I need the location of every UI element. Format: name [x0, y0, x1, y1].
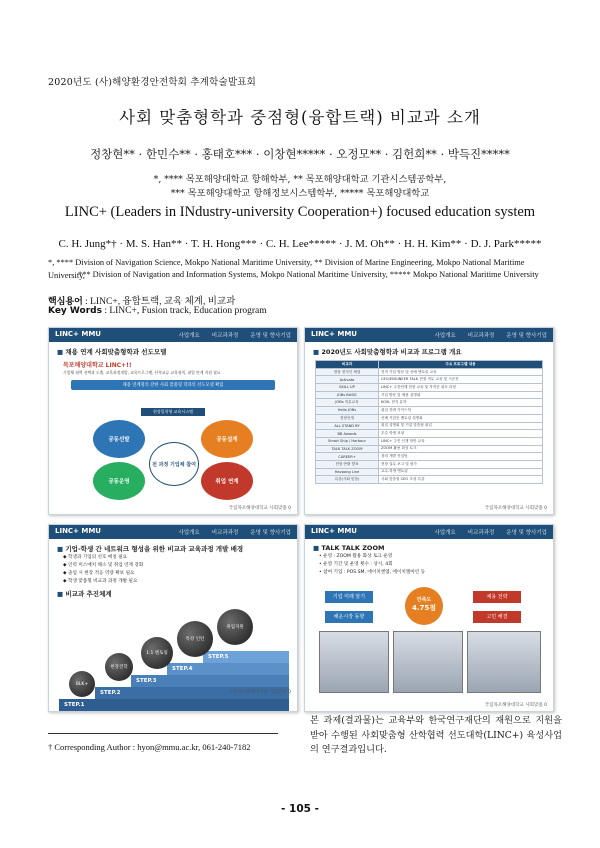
satisfaction-label: 만족도 — [416, 597, 432, 603]
table-cell: 교수-학생 멘토링 — [379, 468, 543, 476]
table-cell: CEO/ENGINEER TALK 현장 직무 교육 및 시운전 — [379, 376, 543, 384]
bullet-item: ◆ 학생 맞춤형 비교과 과정 개발 필요 — [63, 579, 138, 584]
table-header-cell: 주요 프로그램 내용 — [379, 361, 543, 369]
quadrant-joint-design: 공동설계 — [201, 420, 253, 458]
table-row — [316, 368, 543, 376]
table-cell: SKILL UP — [316, 384, 379, 392]
slide-header-bar — [49, 525, 297, 539]
table-header-row — [316, 361, 543, 369]
satisfaction-value: 4.75점 — [411, 604, 437, 612]
photo-placeholder — [319, 631, 389, 693]
table-row — [316, 430, 543, 438]
title-korean: 사회 맞춤형학과 중점형(융합트랙) 비교과 소개 — [119, 108, 481, 127]
table-cell: 현장인재 — [316, 414, 379, 422]
table-header-cell: 비교과 — [316, 361, 379, 369]
tag-box: 채용 전략 — [473, 591, 521, 603]
table-cell: 특강(사회 맞춤) — [316, 476, 379, 484]
table-row — [316, 414, 543, 422]
acknowledgement-text: 본 과제(결과물)는 교육부와 한국연구재단의 재원으로 지원을 받아 수행된 사회맞춤형 산학협력 선도대학(LINC+) 육성사업의 연구결과입니다. — [310, 715, 562, 755]
table-cell: 현장 실무 보고 및 평가 — [379, 460, 543, 468]
keywords-label: Key Words — [48, 306, 102, 316]
step-ball: 현장견학 — [105, 653, 133, 681]
tag-box: 해운시장 동향 — [325, 611, 373, 623]
slide-nav — [166, 528, 291, 536]
footnote-divider — [48, 733, 278, 734]
step-5: STEP.5 — [203, 651, 289, 663]
keywords-korean — [48, 293, 235, 307]
bullet-item: ◆ 학생과 기업의 선호 매칭 필요 — [63, 555, 128, 560]
table-cell: Hello JOBs — [316, 407, 379, 415]
bullet-text: 참여 기업 : POS SM, 에이치엔엠, 에이치엘마린 등 — [323, 570, 426, 575]
slide-header-bar — [305, 525, 553, 539]
table-cell: JOBs BASIC — [316, 391, 379, 399]
bullet-item: ◆ 졸업 시 현장 적응 역량 확보 필요 — [63, 571, 135, 576]
slide-banner: 채용 연계형의 강한 사회 맞춤형 학과의 선도모델 확립 — [71, 380, 275, 390]
table-cell: 기업 방문 및 채용 설명회 — [379, 391, 543, 399]
table-cell: 현장 반출 발표 — [316, 460, 379, 468]
affiliation-kr-line: *** 목포해양대학교 항해정보시스템학부, ***** 목포해양대학교 — [170, 188, 430, 199]
title-english: LINC+ (Leaders in INdustry-university Cooperation+) focused education system — [64, 204, 536, 220]
table-cell: CAREER+ — [316, 453, 379, 461]
linc-logo: LINC+ MMU — [311, 330, 357, 338]
table-row — [316, 453, 543, 461]
slide-nav-item: 운영 및 향사기업 — [506, 333, 547, 339]
conference-header: 2020년도 (사)해양환경안전학회 추계학술발표회 — [48, 77, 257, 88]
authors-english: C. H. Jung*† · M. S. Han** · T. H. Hong*** · C. H. Lee***** · J. M. Oh** · H. H. Kim** · D. J. Park***** — [58, 238, 542, 250]
bullet-text: 학생 맞춤형 비교과 과정 개발 필요 — [68, 579, 138, 584]
table-cell: 취업 전략 가이드북 — [379, 407, 543, 415]
affiliation-kr-line: *, **** 목포해양대학교 항해학부, ** 목포해양대학교 기관시스템공학부, — [153, 174, 447, 185]
bullet-text: 운영 : ZOOM 활용 화상 토크 운영 — [323, 554, 393, 559]
slide-nav — [422, 331, 547, 339]
slide-nav-item: 비교과과정 — [467, 333, 495, 339]
table-row — [316, 460, 543, 468]
linc-logo: LINC+ MMU — [55, 330, 101, 338]
table-cell: Activate — [316, 376, 379, 384]
table-cell: 선배 기업인 멘토링 설명회 — [379, 414, 543, 422]
slide-nav-item: 사업개요 — [434, 333, 456, 339]
page-number: - 105 - — [281, 803, 319, 815]
slide-background-steps — [48, 524, 298, 712]
step-2: STEP.2 — [95, 687, 289, 699]
keywords-value: : LINC+, 융합트랙, 교육 체계, 비교과 — [85, 297, 236, 307]
slide-talk-zoom — [304, 524, 554, 712]
table-cell: 경력 개발 컨설팅 — [379, 453, 543, 461]
table-cell: 사회 맞춤형 CEO 초청 특강 — [379, 476, 543, 484]
slide-footer: 국립목포해양대학교 사회맞춤 0 — [229, 505, 291, 511]
affiliation-en-line: *** Division of Navigation and Information Systems, Mokpo National Maritime University, ***** Mokpo National Maritime University — [78, 270, 539, 279]
slide-footer: 국립목포해양대학교 사회맞춤 0 — [485, 702, 547, 708]
bullet-item: • 운영 : ZOOM 활용 화상 토크 운영 — [319, 554, 393, 559]
slide-title: ■ TALK TALK ZOOM — [313, 544, 553, 552]
slide-title: ■ 기업-학생 간 네트워크 형성을 위한 비교과 교육과정 개발 배경 — [57, 544, 297, 553]
table-cell: Havoong Line — [316, 468, 379, 476]
table-row — [316, 476, 543, 484]
slide-program-table — [304, 327, 554, 515]
keywords-english — [48, 306, 267, 316]
program-table — [315, 360, 543, 484]
bullet-item: ◆ 인력 미스매치 해소 및 취업 연계 강화 — [63, 563, 144, 568]
slide-nav-item: 사업개요 — [178, 530, 200, 536]
table-cell: 현장 현지인 체험 — [316, 368, 379, 376]
table-cell: JOBs 직무교육 — [316, 399, 379, 407]
slide-subheading: ■ 비교과 추진체계 — [57, 589, 297, 598]
tag-box: 기업 미래 알기 — [325, 591, 373, 603]
slide-subtitle: 목포해양대학교 LINC+!! — [63, 362, 132, 369]
table-cell: TALK TALK ZOOM — [316, 445, 379, 453]
step-ball: 1:1 멘토링 — [141, 637, 173, 669]
table-row — [316, 422, 543, 430]
quadrant-joint-operation: 공동운영 — [93, 462, 145, 500]
corresponding-author-footnote: † Corresponding Author : hyon@mmu.ac.kr, 061-240-7182 — [48, 742, 251, 752]
bullet-item: • 운영 기간 및 운영 횟수 : 상시, 4회 — [319, 562, 393, 567]
quadrant-employment: 취업 연계 — [201, 462, 253, 500]
slide-header-bar — [49, 328, 297, 342]
table-cell: ALL STAND BY — [316, 422, 379, 430]
keywords-value: : LINC+, Fusion track, Education program — [104, 306, 267, 316]
step-ball: 특강 인턴 — [177, 621, 213, 657]
table-cell: KOSL 현지 유학 — [379, 399, 543, 407]
authors-korean: 정창현** · 한민수** · 홍태호*** · 이창현***** · 오정모** · 김헌희** · 박득진***** — [90, 147, 510, 161]
keywords-label: 핵심용어 — [48, 297, 83, 307]
top-label: 현장밀착형 교육시스템 — [141, 408, 205, 416]
table-row — [316, 445, 543, 453]
table-cell: LINC+ 주진 인재 항만 교육 — [379, 437, 543, 445]
table-cell: BB Awards — [316, 430, 379, 438]
slide-nav-item: 비교과과정 — [211, 333, 239, 339]
slide-title: ■ 채용 연계 사회맞춤형학과 선도모델 — [57, 347, 297, 356]
table-row — [316, 399, 543, 407]
table-row — [316, 391, 543, 399]
bullet-text: 졸업 시 현장 적응 역량 확보 필요 — [68, 571, 135, 576]
table-cell: 현직 기업 방문 및 선배 멘토링 교육 — [379, 368, 543, 376]
step-3: STEP.3 — [131, 675, 289, 687]
slide-header-bar — [305, 328, 553, 342]
slide-nav-item: 사업개요 — [434, 530, 456, 536]
table-row — [316, 384, 543, 392]
slide-nav-item: 비교과과정 — [211, 530, 239, 536]
step-4: STEP.4 — [167, 663, 289, 675]
bullet-text: 운영 기간 및 운영 횟수 : 상시, 4회 — [323, 562, 393, 567]
quadrant-joint-selection: 공동선발 — [93, 420, 145, 458]
satisfaction-badge — [405, 587, 443, 625]
table-cell: 우수 학생 표창 — [379, 430, 543, 438]
bullet-text: 학생과 기업의 선호 매칭 필요 — [68, 555, 128, 560]
slide-nav-item: 운영 및 향사기업 — [506, 530, 547, 536]
table-cell: ZOOM 활용 화상 토크 — [379, 445, 543, 453]
affiliation-en-line: *, **** Division of Navigation Science, Mokpo National Maritime University, ** Division of Marine Engineering, Mokpo National Maritime University, — [48, 258, 525, 280]
program-table-body — [316, 368, 543, 483]
step-ball: 취업지원 — [217, 609, 253, 645]
linc-logo: LINC+ MMU — [55, 527, 101, 535]
table-cell: 취업 설명회 및 기업 맞춤형 취업 — [379, 422, 543, 430]
slide-nav — [166, 331, 291, 339]
table-cell: Smart Ship / Harbour — [316, 437, 379, 445]
table-row — [316, 407, 543, 415]
photo-placeholder — [467, 631, 541, 693]
slide-nav-item: 사업개요 — [178, 333, 200, 339]
bullet-text: 인력 미스매치 해소 및 취업 연계 강화 — [68, 563, 144, 568]
table-cell: LINC+ 주진연계 현장 교육 및 자격증 취득 과정 — [379, 384, 543, 392]
step-1: STEP.1 — [59, 699, 289, 711]
slide-nav-item: 비교과과정 — [467, 530, 495, 536]
slide-footer: 국립목포해양대학교 사회맞춤 0 — [229, 689, 291, 695]
step-ball: BLK+ — [69, 671, 95, 697]
table-row — [316, 468, 543, 476]
slide-title: ■ 2020년도 사회맞춤형학과 비교과 프로그램 개요 — [313, 347, 553, 356]
table-row — [316, 376, 543, 384]
slide-linc-model — [48, 327, 298, 515]
table-row — [316, 437, 543, 445]
linc-logo: LINC+ MMU — [311, 527, 357, 535]
slide-nav-item: 운영 및 향사기업 — [250, 333, 291, 339]
slide-description: 기업체 협력 선택과 도출, 교육과정개발, 교육프로그램, 산학교류 교육협력, 취업 연계 지원 필요 — [63, 370, 221, 375]
center-circle: 전 과정 기업체 참여 — [149, 442, 199, 486]
slide-footer: 국립목포해양대학교 사회맞춤 0 — [485, 505, 547, 511]
bullet-item: • 참여 기업 : POS SM, 에이치엔엠, 에이치엘마린 등 — [319, 570, 426, 575]
photo-placeholder — [393, 631, 463, 693]
slide-nav-item: 운영 및 향사기업 — [250, 530, 291, 536]
tag-box: 고민 해결 — [473, 611, 521, 623]
slide-nav — [422, 528, 547, 536]
